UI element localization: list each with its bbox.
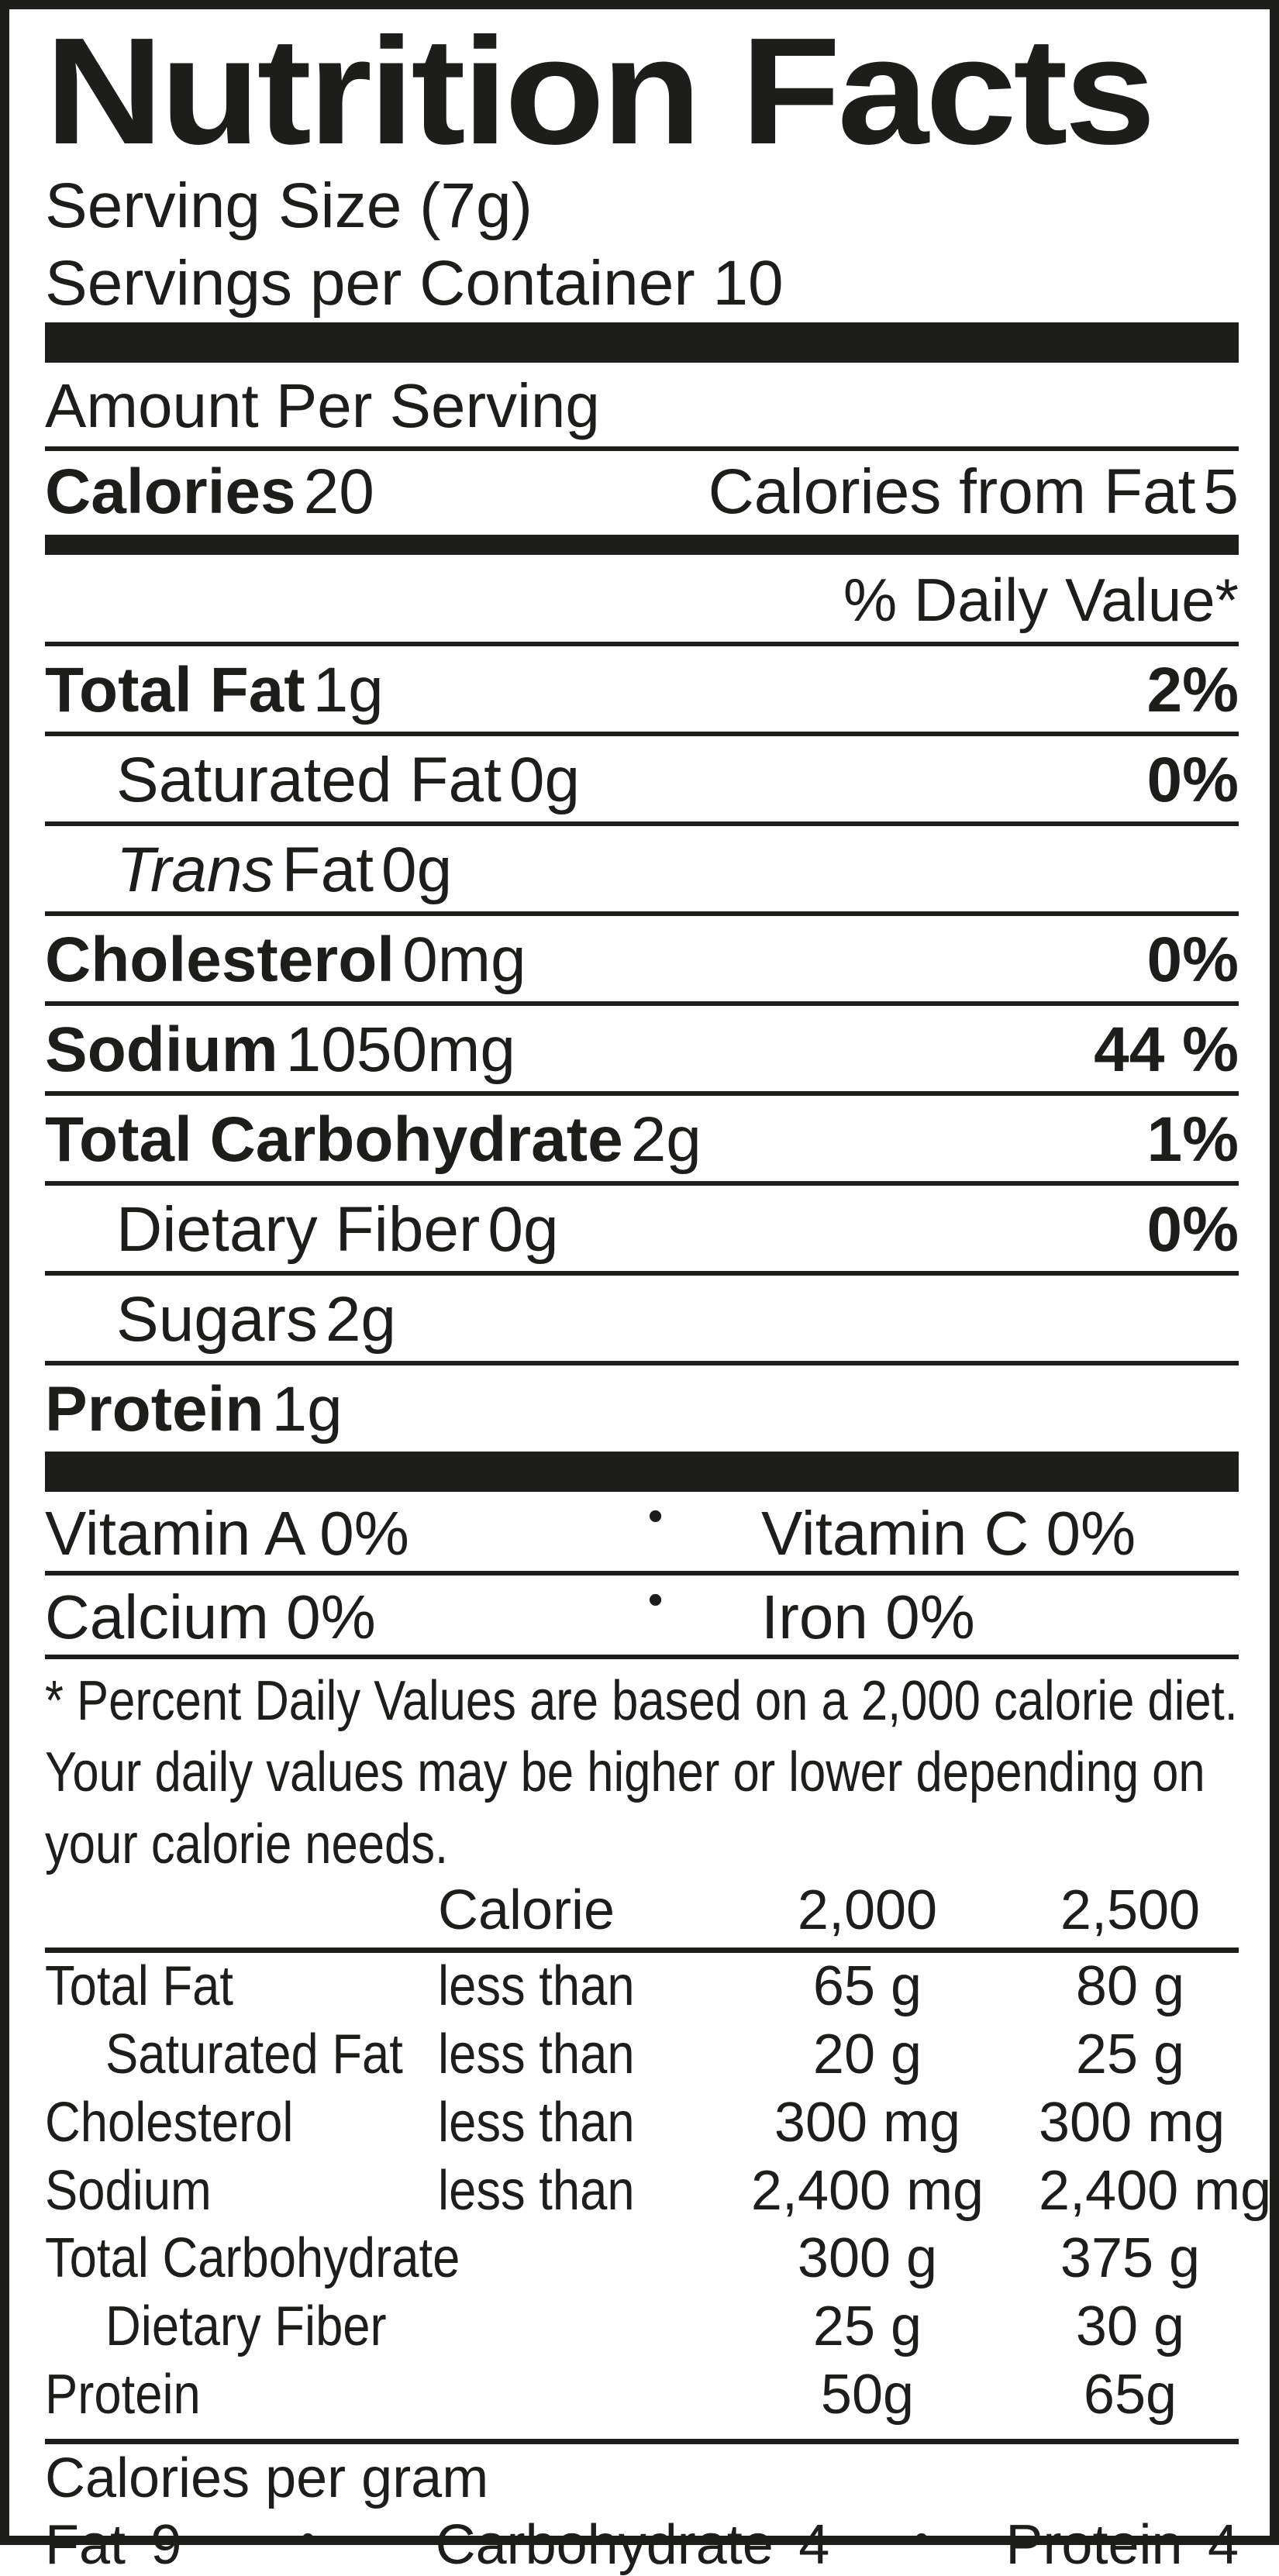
servings-per-container: Servings per Container 10 [45,248,784,319]
header-calorie: Calorie [438,1879,615,1942]
table-value-2500: 80 g [1075,1955,1185,2018]
bullet-separator: • [300,2514,316,2564]
daily-value-header: % Daily Value* [843,566,1239,635]
nutrient-row-dietary-fiber [45,1186,1239,1271]
table-row-sodium [45,2158,1272,2226]
calories-left [45,456,374,528]
nutrient-row-cholesterol [45,916,1239,1001]
table-value-2500: 30 g [1075,2295,1185,2358]
bullet-separator: • [914,2514,929,2564]
calories-label: Calories [45,456,296,528]
nutrient-amount: 2g [630,1104,702,1176]
nutrient-name: Saturated Fat [116,744,502,815]
header-2500: 2,500 [1060,1879,1201,1942]
bullet-separator: • [647,1574,664,1624]
table-nutrient: Dietary Fiber [105,2295,387,2358]
cpg-fat: Fat 9 [45,2514,182,2576]
nutrient-row-trans-fat [45,826,1239,911]
reference-table [45,1879,1272,2430]
nutrient-name: Sugars [116,1284,318,1355]
nutrient-row-sugars [45,1276,1239,1361]
nutrient-amount: 0g [508,744,581,815]
nutrient-dv: 0% [1146,1194,1239,1266]
calories-per-gram-label: Calories per gram [45,2447,489,2509]
table-row-total-carbohydrate [45,2225,1239,2293]
vitamin-a: Vitamin A 0% [45,1498,409,1568]
table-value-2000: 300 mg [774,2091,961,2154]
table-nutrient: Sodium [45,2159,212,2222]
table-row-total-fat [45,1953,1239,2021]
nutrient-row-total-fat [45,646,1239,732]
nutrient-name: Sodium [45,1014,278,1086]
cpg-protein: Protein 4 [1005,2514,1239,2576]
nutrient-amount: 0g [381,834,453,905]
table-value-2000: 25 g [812,2295,922,2358]
table-nutrient: Total Fat [45,1955,233,2018]
nutrient-dv: 2% [1146,654,1239,725]
nutrient-dv: 44 % [1094,1014,1239,1086]
table-value-2500: 375 g [1060,2227,1201,2290]
rule [45,2439,1239,2444]
nutrient-dv: 0% [1146,744,1239,815]
nutrient-amount: 1g [312,654,384,725]
rule [45,1947,1239,1953]
table-row-protein [45,2361,1239,2430]
table-value-2000: 65 g [812,1955,922,2018]
nutrient-amount: 1050mg [285,1014,515,1086]
table-row-saturated-fat [45,2021,1239,2089]
table-value-2500: 65g [1083,2364,1177,2426]
nutrient-amount: 0mg [402,924,526,995]
thick-separator-bar [45,322,1239,363]
table-value-2000: 50g [820,2364,915,2426]
nutrient-name: Protein [45,1374,264,1445]
table-value-2000: 2,400 mg [750,2159,984,2222]
label-title [45,6,1239,176]
nutrient-amount: 0g [488,1194,559,1266]
nutrient-dv: 0% [1146,924,1239,995]
cpg-carbohydrate: Carbohydrate 4 [435,2514,830,2576]
table-nutrient: Protein [45,2364,201,2426]
header-2000: 2,000 [797,1879,938,1942]
vitamin-row-a-c [45,1492,1239,1571]
table-value-2500: 300 mg [1039,2091,1226,2154]
table-value-2000: 20 g [812,2023,922,2085]
nutrient-dv: 1% [1146,1104,1239,1176]
medium-separator-bar [45,535,1239,555]
table-condition: less than [438,1955,635,2018]
reference-table-header [45,1879,1239,1942]
nutrient-name-italic: Trans [116,834,274,905]
table-condition: less than [438,2091,635,2154]
nutrient-amount: 1g [271,1374,343,1445]
calories-from-fat-value: 5 [1203,456,1239,528]
table-nutrient: Total Carbohydrate [45,2227,460,2290]
nutrient-row-sodium [45,1006,1239,1091]
bullet-separator: • [647,1490,664,1540]
label-title-text: Nutrition Facts [45,6,1153,176]
daily-value-footnote: * Percent Daily Values are based on a 2,000 calorie diet. Your daily values may be higher or lower depending on your calorie needs. [45,1669,1238,1876]
calories-row [45,451,1239,535]
calories-per-gram-row [45,2514,1239,2576]
table-value-2500: 25 g [1075,2023,1185,2085]
calories-from-fat-label: Calories from Fat [708,456,1196,528]
serving-size: Serving Size (7g) [45,170,533,241]
amount-per-serving: Amount Per Serving [45,371,600,441]
vitamin-c: Vitamin C 0% [761,1498,1136,1568]
vitamin-row-calcium-iron [45,1576,1239,1655]
nutrient-row-protein [45,1365,1239,1451]
nutrient-name: Cholesterol [45,924,395,995]
table-row-cholesterol [45,2089,1239,2158]
nutrient-name-rest: Fat [281,834,374,905]
calories-value: 20 [303,456,374,528]
nutrient-name: Dietary Fiber [116,1194,481,1266]
nutrient-name: Total Carbohydrate [45,1104,623,1176]
calcium: Calcium 0% [45,1582,376,1651]
thick-separator-bar [45,1452,1239,1492]
table-nutrient: Cholesterol [45,2091,294,2154]
calories-from-fat [708,456,1239,528]
nutrient-row-saturated-fat [45,736,1239,821]
table-condition: less than [438,2023,635,2085]
rule [45,1655,1239,1659]
table-row-dietary-fiber [45,2293,1239,2361]
table-value-2500: 2,400 mg [1039,2159,1272,2222]
nutrient-amount: 2g [325,1284,397,1355]
table-value-2000: 300 g [797,2227,938,2290]
nutrient-row-total-carbohydrate [45,1096,1239,1181]
table-condition: less than [438,2159,635,2222]
table-nutrient: Saturated Fat [105,2023,403,2085]
iron: Iron 0% [761,1582,975,1651]
nutrient-name: Total Fat [45,654,305,725]
